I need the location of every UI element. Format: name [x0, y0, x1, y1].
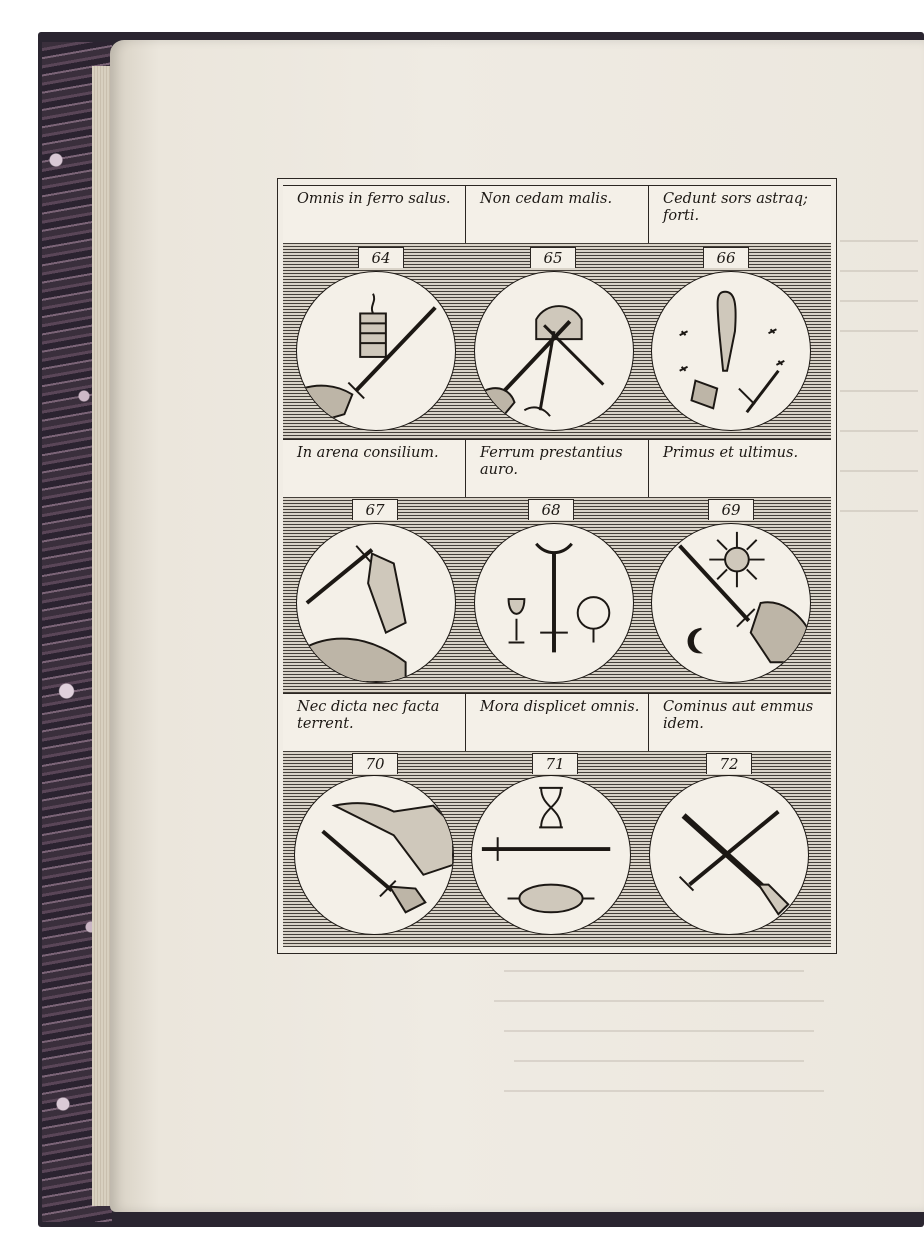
emblem-number-64: 64 — [358, 247, 404, 268]
sun-moon-sword-icon — [651, 523, 811, 683]
motto-65: Non cedam malis. — [466, 186, 649, 244]
emblem-number-70: 70 — [352, 753, 398, 774]
hand-and-dagger-icon — [294, 775, 454, 935]
motto-row-1 — [283, 185, 831, 245]
emblem-number-72: 72 — [706, 753, 752, 774]
motto-row-2 — [283, 439, 831, 499]
emblem-number-69: 69 — [708, 499, 754, 520]
motto-71: Mora displicet omnis. — [466, 694, 649, 752]
emblem-number-67: 67 — [352, 499, 398, 520]
motto-70: Nec dicta nec facta terrent. — [283, 694, 466, 752]
motto-row-3 — [283, 693, 831, 753]
emblem-number-68: 68 — [528, 499, 574, 520]
motto-66: Cedunt sors astraq; forti. — [663, 191, 808, 224]
motto-68: Ferrum prestantius auro. — [466, 440, 649, 498]
emblem-number-71: 71 — [532, 753, 578, 774]
dagger-in-arm-icon — [296, 523, 456, 683]
motto-67: In arena consilium. — [283, 440, 466, 498]
crossed-sword-and-gun-icon — [649, 775, 809, 935]
helmet-and-swords-icon — [474, 271, 634, 431]
motto-64: Omnis in ferro salus. — [283, 186, 466, 244]
motto-69: Primus et ultimus. — [663, 445, 799, 461]
hourglass-sword-tortoise-icon — [471, 775, 631, 935]
club-and-stars-icon — [651, 271, 811, 431]
engraved-emblem-plate — [277, 178, 837, 954]
candle-and-dagger-icon — [296, 271, 456, 431]
emblem-number-65: 65 — [530, 247, 576, 268]
motto-72: Cominus aut emmus idem. — [663, 699, 814, 732]
wreath-sword-cup-rosary-icon — [474, 523, 634, 683]
emblem-number-66: 66 — [703, 247, 749, 268]
